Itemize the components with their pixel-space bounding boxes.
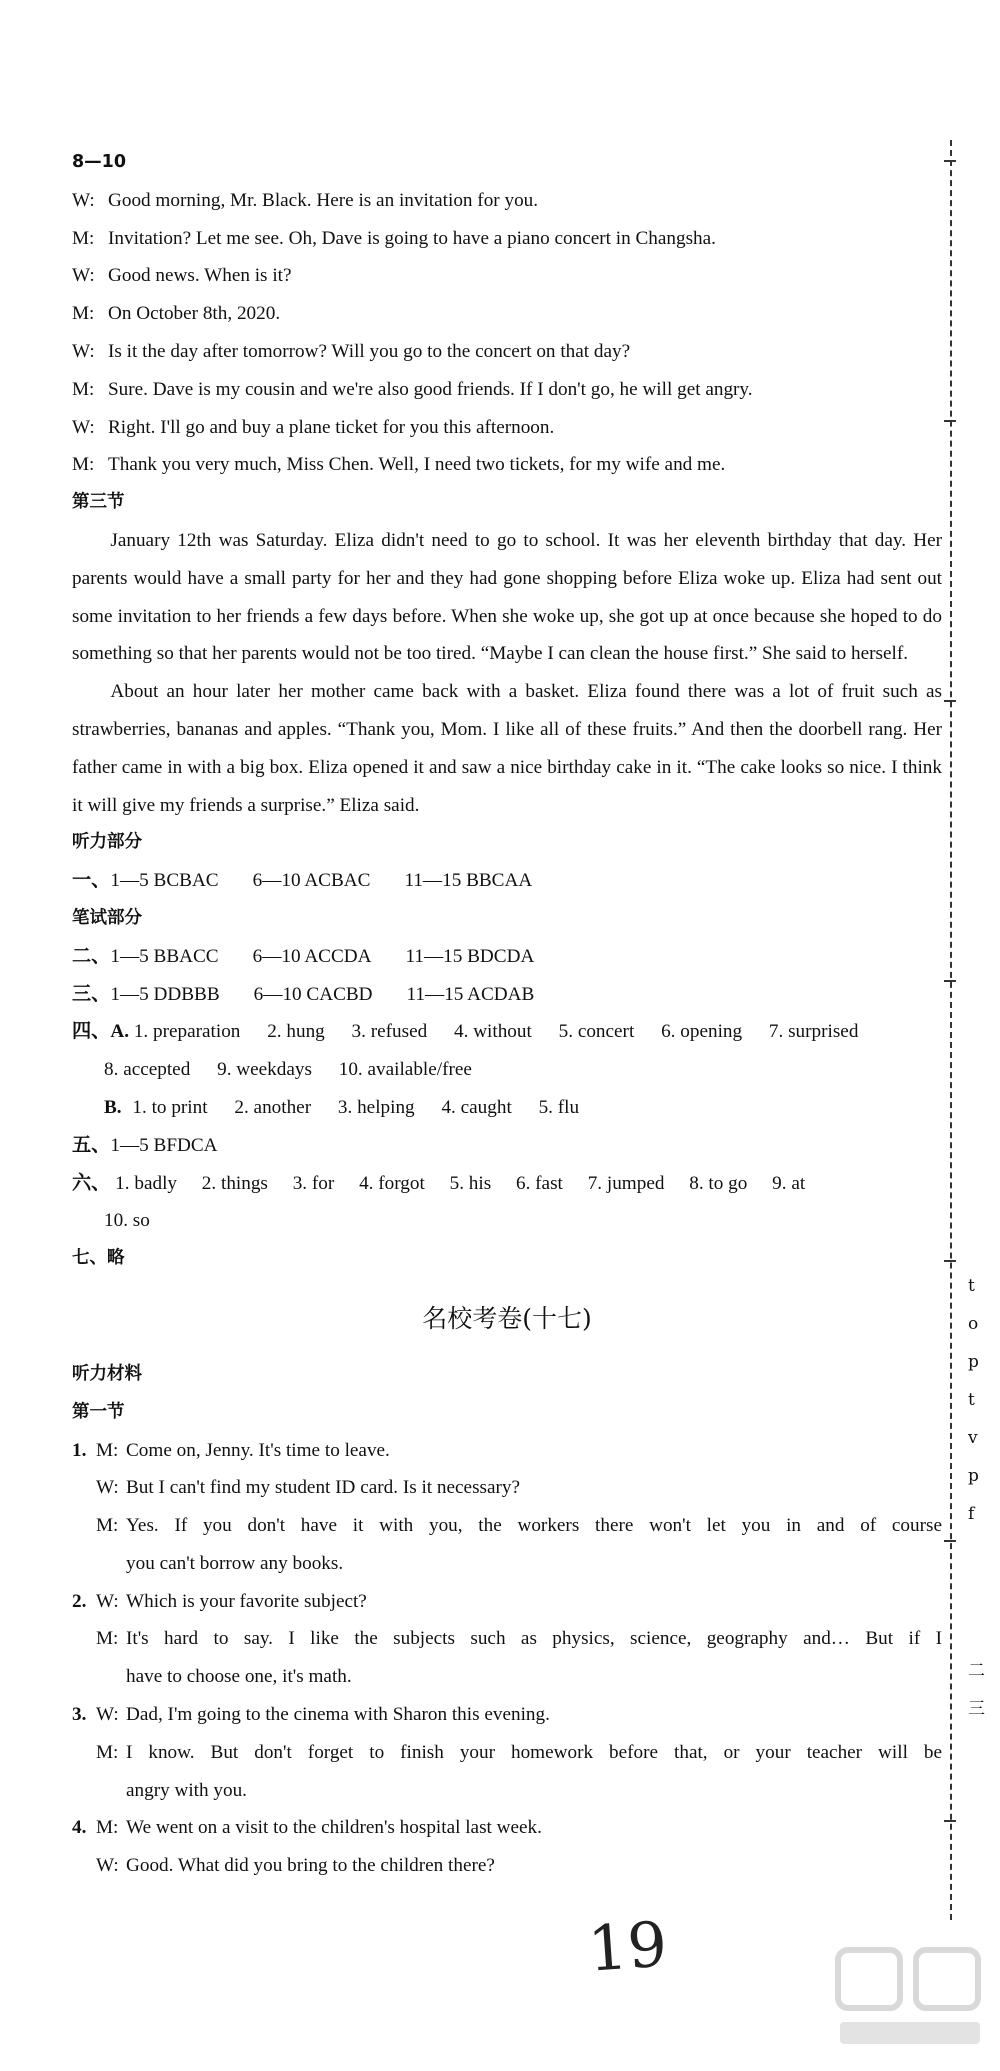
answer-group: 1—5 BBACC: [110, 945, 219, 967]
margin-tick: [944, 1820, 956, 1822]
edge-char: p: [968, 1352, 979, 1372]
speaker: W:: [72, 416, 95, 438]
dialogue-line: [72, 220, 942, 258]
question-1: [72, 1432, 942, 1583]
edge-char: f: [968, 1504, 975, 1524]
edge-char: 二: [968, 1661, 985, 1681]
answer-item: 3. refused: [351, 1021, 428, 1043]
paper-title: 名校考卷(十七): [422, 1303, 592, 1333]
answer-item: 3. helping: [337, 1096, 415, 1118]
answer-item: 1. preparation: [133, 1021, 241, 1043]
answer-group: 1—5 BFDCA: [110, 1134, 218, 1156]
answer-row-5: [72, 1127, 942, 1165]
answer-item: 6. fast: [515, 1172, 563, 1194]
passage-paragraph-1: January 12th was Saturday. Eliza didn't need to go to school. It was her eleventh birthday that day. Her parents would have a small party for her and they had gone shopping before Eliza woke up. Eliza had sent out some invitation to her friends a few days before. When she woke up, she got up at once because she hoped to do something so that her parents would not be too tired. “Maybe I can clean the house first.” She said to herself.: [72, 529, 942, 665]
answer-row-4a: [72, 1013, 942, 1051]
speaker: M:: [96, 1741, 119, 1763]
answer-item: 8. accepted: [104, 1059, 191, 1081]
utterance: Invitation? Let me see. Oh, Dave is going to have a piano concert in Changsha.: [108, 227, 716, 249]
speaker: M:: [72, 378, 95, 400]
margin-tick: [944, 420, 956, 422]
utterance: Which is your favorite subject?: [126, 1590, 367, 1612]
dialogue-line: [72, 1583, 942, 1621]
edge-char: o: [968, 1314, 979, 1334]
dialogue-line-cont: [72, 1658, 942, 1696]
speaker: M:: [96, 1439, 119, 1461]
answer-row-1: [72, 862, 942, 900]
dialogue-line: [72, 1507, 942, 1545]
edge-char: t: [968, 1390, 975, 1410]
speaker: W:: [96, 1704, 119, 1726]
answer-group: 1—5 DDBBB: [110, 983, 220, 1005]
speaker: M:: [72, 303, 95, 325]
dialogue-line: [72, 1432, 942, 1470]
speaker: M:: [96, 1628, 119, 1650]
listening-answers-heading: 听力部分: [72, 832, 142, 853]
binding-margin-line: [950, 140, 952, 1920]
answer-row-6: [72, 1165, 942, 1203]
answer-row-3: [72, 976, 942, 1014]
question-number: 1.: [72, 1439, 87, 1461]
dialogue-line: [72, 333, 942, 371]
edge-char: t: [968, 1276, 975, 1296]
utterance: Yes. If you don't have it with you, the workers there won't let you in and of course: [126, 1515, 942, 1537]
answer-row-6-cont: [72, 1202, 942, 1240]
answer-item: 7. surprised: [768, 1021, 859, 1043]
margin-tick: [944, 160, 956, 162]
answer-item: 2. hung: [267, 1021, 325, 1043]
section-heading-8-10: 8—10: [72, 152, 127, 172]
dialogue-line: [72, 1620, 942, 1658]
utterance: We went on a visit to the children's hospital last week.: [126, 1817, 542, 1839]
utterance: Right. I'll go and buy a plane ticket for you this afternoon.: [108, 416, 555, 438]
utterance-cont: you can't borrow any books.: [126, 1552, 344, 1574]
speaker: W:: [96, 1477, 119, 1499]
answer-item: 2. things: [201, 1172, 268, 1194]
utterance: Dad, I'm going to the cinema with Sharon this evening.: [126, 1704, 550, 1726]
content-column: [72, 144, 942, 1885]
dialogue-line: [72, 409, 942, 447]
dialogue-line-cont: [72, 1772, 942, 1810]
answer-label: 四、A.: [72, 1021, 130, 1043]
answer-group: 6—10 ACBAC: [252, 870, 371, 892]
answer-label: B.: [104, 1096, 122, 1118]
handwritten-page-number: 19: [585, 1907, 670, 1986]
answer-item: 9. at: [772, 1172, 806, 1194]
utterance: Is it the day after tomorrow? Will you go to the concert on that day?: [108, 340, 631, 362]
answer-label: 六、: [72, 1172, 111, 1194]
answer-item: 7. jumped: [587, 1172, 665, 1194]
speaker: W:: [96, 1855, 119, 1877]
dialogue-line: [72, 182, 942, 220]
dialogue-line: [72, 1734, 942, 1772]
utterance: Come on, Jenny. It's time to leave.: [126, 1439, 390, 1461]
question-3: [72, 1696, 942, 1809]
margin-tick: [944, 700, 956, 702]
answer-item: 5. concert: [558, 1021, 635, 1043]
dialogue-line: [72, 446, 942, 484]
utterance-cont: have to choose one, it's math.: [126, 1666, 352, 1688]
dialogue-line: [72, 1469, 942, 1507]
dialogue-line: [72, 1847, 942, 1885]
utterance: I know. But don't forget to finish your homework before that, or your teacher will be: [126, 1741, 942, 1763]
dialogue-line: [72, 1696, 942, 1734]
margin-tick: [944, 1540, 956, 1542]
answer-item: 10. available/free: [338, 1059, 472, 1081]
answer-item: 3. for: [292, 1172, 335, 1194]
edge-char: p: [968, 1466, 979, 1486]
question-2: [72, 1583, 942, 1696]
utterance: It's hard to say. I like the subjects such as physics, science, geography and… But if I: [126, 1628, 942, 1650]
speaker: M:: [72, 454, 95, 476]
written-answers-heading: 笔试部分: [72, 907, 142, 928]
utterance: On October 8th, 2020.: [108, 303, 281, 325]
answer-item: 4. caught: [441, 1096, 512, 1118]
passage-paragraph-2: About an hour later her mother came back with a basket. Eliza found there was a lot of fruit such as strawberries, bananas and apples. “Thank you, Mom. I like all of these fruits.” And then the doorbell rang. Her father came in with a big box. Eliza opened it and saw a nice birthday cake in it. “The cake looks so nice. I think it will give my friends a surprise.” Eliza said.: [72, 681, 942, 816]
answer-group: 11—15 ACDAB: [406, 983, 535, 1005]
answer-item: 4. without: [454, 1021, 532, 1043]
utterance: Good morning, Mr. Black. Here is an invitation for you.: [108, 189, 539, 211]
answer-item: 5. his: [449, 1172, 492, 1194]
listening-material-sub: 第一节: [72, 1401, 125, 1422]
dialogue-line: [72, 257, 942, 295]
utterance: Good news. When is it?: [108, 265, 292, 287]
answer-row-4b: [72, 1089, 942, 1127]
answer-item: 1. badly: [115, 1172, 177, 1194]
answer-row-7: 七、略: [72, 1248, 125, 1269]
utterance: Sure. Dave is my cousin and we're also good friends. If I don't go, he will get angry.: [108, 378, 753, 400]
speaker: M:: [72, 227, 95, 249]
dialogue-8-10: [72, 182, 942, 484]
answer-item: 4. forgot: [359, 1172, 425, 1194]
answer-item: 1. to print: [132, 1096, 208, 1118]
speaker: M:: [96, 1817, 119, 1839]
edge-char: 三: [968, 1699, 985, 1719]
question-4: [72, 1809, 942, 1885]
answer-label: 五、: [72, 1134, 111, 1156]
question-number: 2.: [72, 1590, 87, 1612]
dialogue-line-cont: [72, 1545, 942, 1583]
dialogue-line: [72, 1809, 942, 1847]
answer-group: 11—15 BBCAA: [404, 870, 533, 892]
answer-group: 6—10 CACBD: [253, 983, 373, 1005]
speaker: W:: [96, 1590, 119, 1612]
answer-item: 6. opening: [661, 1021, 743, 1043]
utterance: Thank you very much, Miss Chen. Well, I need two tickets, for my wife and me.: [108, 454, 726, 476]
answer-label: 三、: [72, 983, 111, 1005]
listening-material-heading: 听力材料: [72, 1363, 142, 1384]
question-number: 4.: [72, 1817, 87, 1839]
answer-row-4a-cont: [72, 1051, 942, 1089]
utterance: But I can't find my student ID card. Is it necessary?: [126, 1477, 521, 1499]
speaker: W:: [72, 189, 95, 211]
answer-item: 2. another: [234, 1096, 312, 1118]
question-number: 3.: [72, 1704, 87, 1726]
answer-label: 二、: [72, 945, 111, 967]
answer-item: 10. so: [104, 1210, 150, 1232]
dialogue-line: [72, 371, 942, 409]
answer-label: 一、: [72, 870, 111, 892]
margin-tick: [944, 980, 956, 982]
speaker: M:: [96, 1515, 119, 1537]
margin-tick: [944, 1260, 956, 1262]
answer-row-2: [72, 938, 942, 976]
utterance: Good. What did you bring to the children there?: [126, 1855, 495, 1877]
speaker: W:: [72, 265, 95, 287]
answer-item: 9. weekdays: [217, 1059, 312, 1081]
utterance-cont: angry with you.: [126, 1779, 247, 1801]
section-heading-3: 第三节: [72, 492, 125, 513]
answer-group: 11—15 BDCDA: [405, 945, 535, 967]
speaker: W:: [72, 340, 95, 362]
answer-item: 5. flu: [538, 1096, 580, 1118]
answer-item: 8. to go: [689, 1172, 748, 1194]
answer-group: 6—10 ACCDA: [252, 945, 372, 967]
watermark-logo: [830, 1932, 990, 2052]
answer-group: 1—5 BCBAC: [110, 870, 219, 892]
edge-char: v: [968, 1428, 978, 1448]
dialogue-line: [72, 295, 942, 333]
